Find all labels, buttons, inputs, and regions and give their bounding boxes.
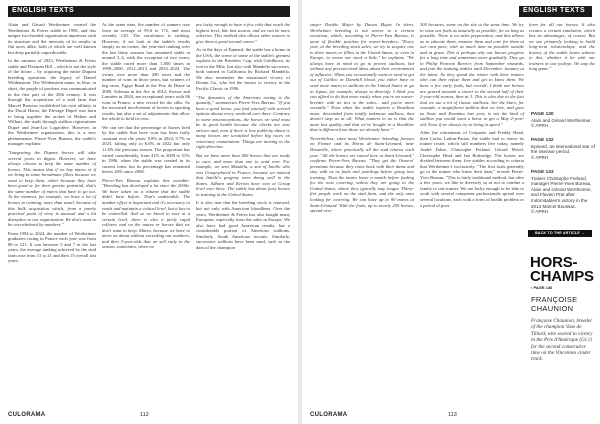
right-column-1 — [310, 22, 414, 400]
profile-first-name: FRANÇOISE — [531, 295, 578, 304]
paragraph: In the summer of 2023, Wertheimer & Frères stable and Flaxman Hill – which is not the style of the house – by acquiring the entire Dupont breeding operation, the legacy of Daniel Wildenstein. The Wildenstein name, in blue, in short, the purple of portions was communicated in the first part of the 20th century. It was through the acquisition of a stud farm that Marcel Boussac established his own affinity at the Ducal Haras, the Elevage Dupré was born to bring together the arches of Hulme and Wilhart, the studs through stallion registrations Dupré and Jean-Luc Lagardère. However, in the Wertheimer organisation, this is a new phenomenon. Pierre-Yves Bureau, the stable's manager explains: — [8, 58, 96, 147]
profile-description: Françoise Chaunion, breeder of the champion Vase de Tillard, who soared to victory in the Prix d'Amérique (Gr.1) for the second consecutive time on the Vincennes cinder track. — [531, 318, 593, 363]
profile-last-name: CHAUNION — [531, 303, 574, 313]
profile-name — [531, 296, 577, 313]
photo-caption-3 — [531, 170, 595, 215]
right-page-number: 113 — [448, 412, 457, 418]
paragraph: It is also true that the breeding stock is renewed, but not only with American bloodlines. Over the years, Wertheimer & Frères has also bought many European, especially from the sales in Europe. We also have had good American results, but a considerable portion of American stallions. Similarly, South American recruits. Similarly, successive stallions have been used, such as the dam of the champion — [196, 200, 290, 250]
right-footer — [310, 412, 347, 418]
paragraph-quote: But we have more than 400 horses that are ready to race, and more than one to send over. For example, we sent Mandela, a son of Intello who was Group-placed in France, because we noticed that Intello's progeny were doing well in the States. Adhurn and Kerton have won at Group level over there. The stable has about forty horses in training in the United States. — [196, 153, 290, 197]
paragraph: As in the days of Epinard, the stable has a home in the USA, the scene of some of the stable's greatest exploits in the Breeders' Cup, with Goldikova, its win in the Mile, but also with Mandella successes, both trained in California by Richard Mandella. We also remember the sensational victory of Dream Go, who led the horses to victory in the Pacific Classic in 1996. — [196, 47, 290, 92]
left-section-title: ENGLISH TEXTS — [12, 7, 75, 14]
caption-page-ref: PAGE 133 — [531, 170, 554, 175]
heading-line-1: HORS- — [530, 254, 578, 271]
paragraph-quote: form for all our horses. It also creates a certain emulation, which has its advantages, of course. But we are primarily looking to build long-term relationships, and the history of the stable bears witness to this, whether it be with our trainers or our jockeys. We stay the long game." — [529, 22, 595, 72]
caption-credit: © APRH — [531, 209, 549, 215]
right-column-3-intro — [529, 22, 595, 72]
page-reference-link[interactable]: › PAGE 136 — [531, 285, 553, 290]
caption-text: Trainer Christophe Ferland, manager Pierre-Yves Bureau, Alain and Gérard Wertheimer, and Flavien Prat after Indomitables's victory in the 2013 Marcel Boussac. — [531, 175, 592, 209]
paragraph: From 1994 to 2024, the number of Wertheimer graduates racing in France each year was from 88 to 121. It was between 5 and 7 in the last years, the average ranking achieved by the stud farm rose from 31 to 21 and then 15 overall last years. — [8, 230, 96, 264]
heading-line-2: CHAMPS — [530, 268, 594, 285]
left-footer — [8, 412, 45, 418]
paragraph-quote: Nevertheless, since most Wertheimer breeding focuses on France and its Haras de Saint-Léonard, near Deauville, where practically all the stud returns each year. "All the horses are raised here at Saint-Léonard," confirms Pierre-Yves Bureau. "They get the Owners' premiums because they come back with their dams and stay with us as foals and yearlings before going into training. Then the mares leave a month before foaling for the next covering, unless they are going to the United States, where they typically stay longer. Thirty-five people work on the stud farm, and the only ones looking for covering. We can have up to 90 mares at Saint-Léonard. With the foals, up to nearly 250 horses, spread over — [310, 135, 414, 214]
left-header-bar — [8, 6, 290, 17]
caption-text: Epinard, an international star of the interwar period. — [531, 143, 595, 155]
paragraph-quote: 300 hectares, some on the site at the same time. We try to raise our foals as naturally as possible, for as long as possible. There is no sales preparation, and this allows us to educate them, monitor them and care for them at our own pace, with as much time as possible outside and at grass. This is perhaps why our horses progress for a long time and sometimes more gradually. They go to Philip Pearson Barrier, from September onwards, and join the training stables until December. January at the latest. So they spend the winter with their trainer, who can then refuse them and get to know them. We have a few early foals, but overall, I think our horses are geared towards a career in the second half of their 2-year-old season, then at 3. This is also due to the fact that we use a lot of classic stallions. See the Stars, for example, a magnificent stallion that we love, and gave us Sosie and Ilvantma last year, is not the kind of stallion you would want a horse to get a May 2-year-old. Even if we always try to bring in speed." — [420, 22, 524, 127]
left-page-number: 112 — [140, 412, 149, 418]
photo-caption-1 — [531, 112, 595, 129]
paragraph: At the same time, the number of runners rose from an average of 95.6 to 172, and most recently 129. The correlation is striking. However, if we look at the stable's results simply as an owner, the year-end ranking over the last thirty seasons has remained stable at around 3–4, with the exception of two years; the stable raced more than 1,000 times in 1999–2000, 2012–2013 and 2023–2024. The owner won more than 200 races and the number of wins in those years, but winners of big races. Egypt Band in the Prix de Diane in 2000, Solemia in the Arc in 2012, Swisse and Lumière in 2024, are exceptional years with 86 wins in France, a new record for the silks. So the increased involvement of horses in sporting results, but also a set of adjustments that allow the whole to hold its own. — [102, 22, 190, 122]
paragraph-quote: Pierre-Yves Bureau explains this variable: "Breeding has developed a lot since the 2000s. We have taken on a volume that the stable didn't have before. That's undeniable. The number effect is important and it's necessary to reach and maintain a critical level, but it has to be controlled. And so we breed to race at a certain level, there is also a fairly rapid rollover, and on the mares or horses that we don't want to keep. Mares, because we have to move on about without exceeding our numbers, and then 3-year-olds that we sell early in the season, sometimes, when we — [102, 177, 190, 250]
caption-page-ref: PAGE 130 — [531, 112, 554, 117]
caption-page-ref: PAGE 132 — [531, 138, 554, 143]
caption-text: Alain and Gérard Wertheimer. — [531, 117, 592, 123]
paragraph-quote: are lucky enough to have a few colts that reach the highest level, like last season, and we can be more selective. This method also allows other owners to give them a good second career." — [196, 22, 290, 44]
right-column-2 — [420, 22, 524, 400]
right-section-title: ENGLISH TEXTS — [523, 7, 586, 14]
paragraph: Alain and Gérard Wertheimer created the Wertheimer & Frères stable in 1996, and this unique two-headed organisation impresses with its structure and the intensity of its results in flat races alike, both of which are well known but deep partially unpredictable. — [8, 22, 96, 55]
paragraph: We can see that the percentage of horses bred by the stable that have won has been fairly constant over the years: 9.8% in 2024, 9.7% in 2023, falling only to 6.6% in 2022 but only 11.6% the previous season. The proportion has varied considerably, from 41% in 2009 to 51% in 1996, when the stable was created in its current form, but its percentage has remained below 20% since 2008. — [102, 124, 190, 175]
paragraph: After the retirements of Criquette and Freddy Head, then Carlos Laffon-Parias, the stable had to renew its trainer roster, which still numbers five today, namely André Fabre, Christophe Ferland, Gérard Morel, Christophe Head and Ian Burbridge. The horses are divided between them, five stables according to criteria that Wertheimer's exclusively. "The first foals generally go to the trainer who knew their dam," reveals Pierre-Yves Bureau. "This is fairly traditional method, but after a few years, we like to diversify so as not to confine a family to one trainer. We are lucky enough to be able to work with several competent professionals spread over several locations, each with a form of health problem or a period of poor — [420, 130, 524, 208]
photo-caption-2 — [531, 138, 595, 160]
left-column-3 — [196, 22, 290, 400]
left-column-2 — [102, 22, 190, 400]
caption-credit: © APRH — [531, 154, 549, 160]
paragraph-quote: stayer Double Major by Daiwa Major. In short, Wertheimer breeding is not averse to a certain exoticism, which, according to Pierre-Yves Bureau, is more of flexible position for owner-breeders. "Every year, at the breeding stock sales, we try to acquire one to three mares or fillies in the United States, or even in Europe, to renew our stock a little," he explains. "We always have in mind to go to proven stallions, but without any preconceived ideas about their environment of influence. When you occasionally want or need to get out of Galileo or Danehill blood, you either have to send more mares to stallions in the United States or go to Japan, for example, always to diversify. I think you can afford to do that more easily when you're an owner-breeder with no ties to the sales... and you're more versatile." Even when the stable imports a Brazilian mare, descended from totally unknown stallions, that doesn't stop us at all. What matters to us is that the mare has quality and that we've bought in a bloodline that is different from those we already have." — [310, 22, 414, 133]
paragraph-quote: "Integrating the Dupont horses will take several years to digest. However, we have always chosen to keep the same number of horses. This means that if we buy mares or if we bring in some broodmare fillies because we want to keep them, either because they have been good or for their genetic potential, that's the same number of mares that have to go out. At the moment, for example, we have a lot of horses in training, more than usual, because of this bulk acquisition which, from a purely practical point of view, is unusual and a bit disruptive to our organisation. We don't want to be overwhelmed by numbers." — [8, 150, 96, 228]
left-page — [0, 0, 298, 424]
section-heading — [530, 256, 594, 284]
magazine-logo: CULORAMA — [8, 412, 46, 418]
right-header-bar — [519, 6, 592, 17]
left-column-1 — [8, 22, 96, 400]
caption-credit: © APRH — [531, 123, 549, 129]
back-to-article-button[interactable]: BACK TO THE ARTICLE → — [528, 230, 592, 237]
magazine-logo: CULORAMA — [310, 412, 348, 418]
paragraph-quote: "The dynamics of the American racing is the quantity," summarises Pierre-Yves Bureau. "If you have a good horse, you find yourself with several options almost every weekend over there. Contrary to some misconceptions, the horses we send must be in good health because the checks are now stricter and, even if there is less publicity about it, many horses are scratched before big races on veterinary examination. Things are moving in the right direction. — [196, 94, 290, 150]
